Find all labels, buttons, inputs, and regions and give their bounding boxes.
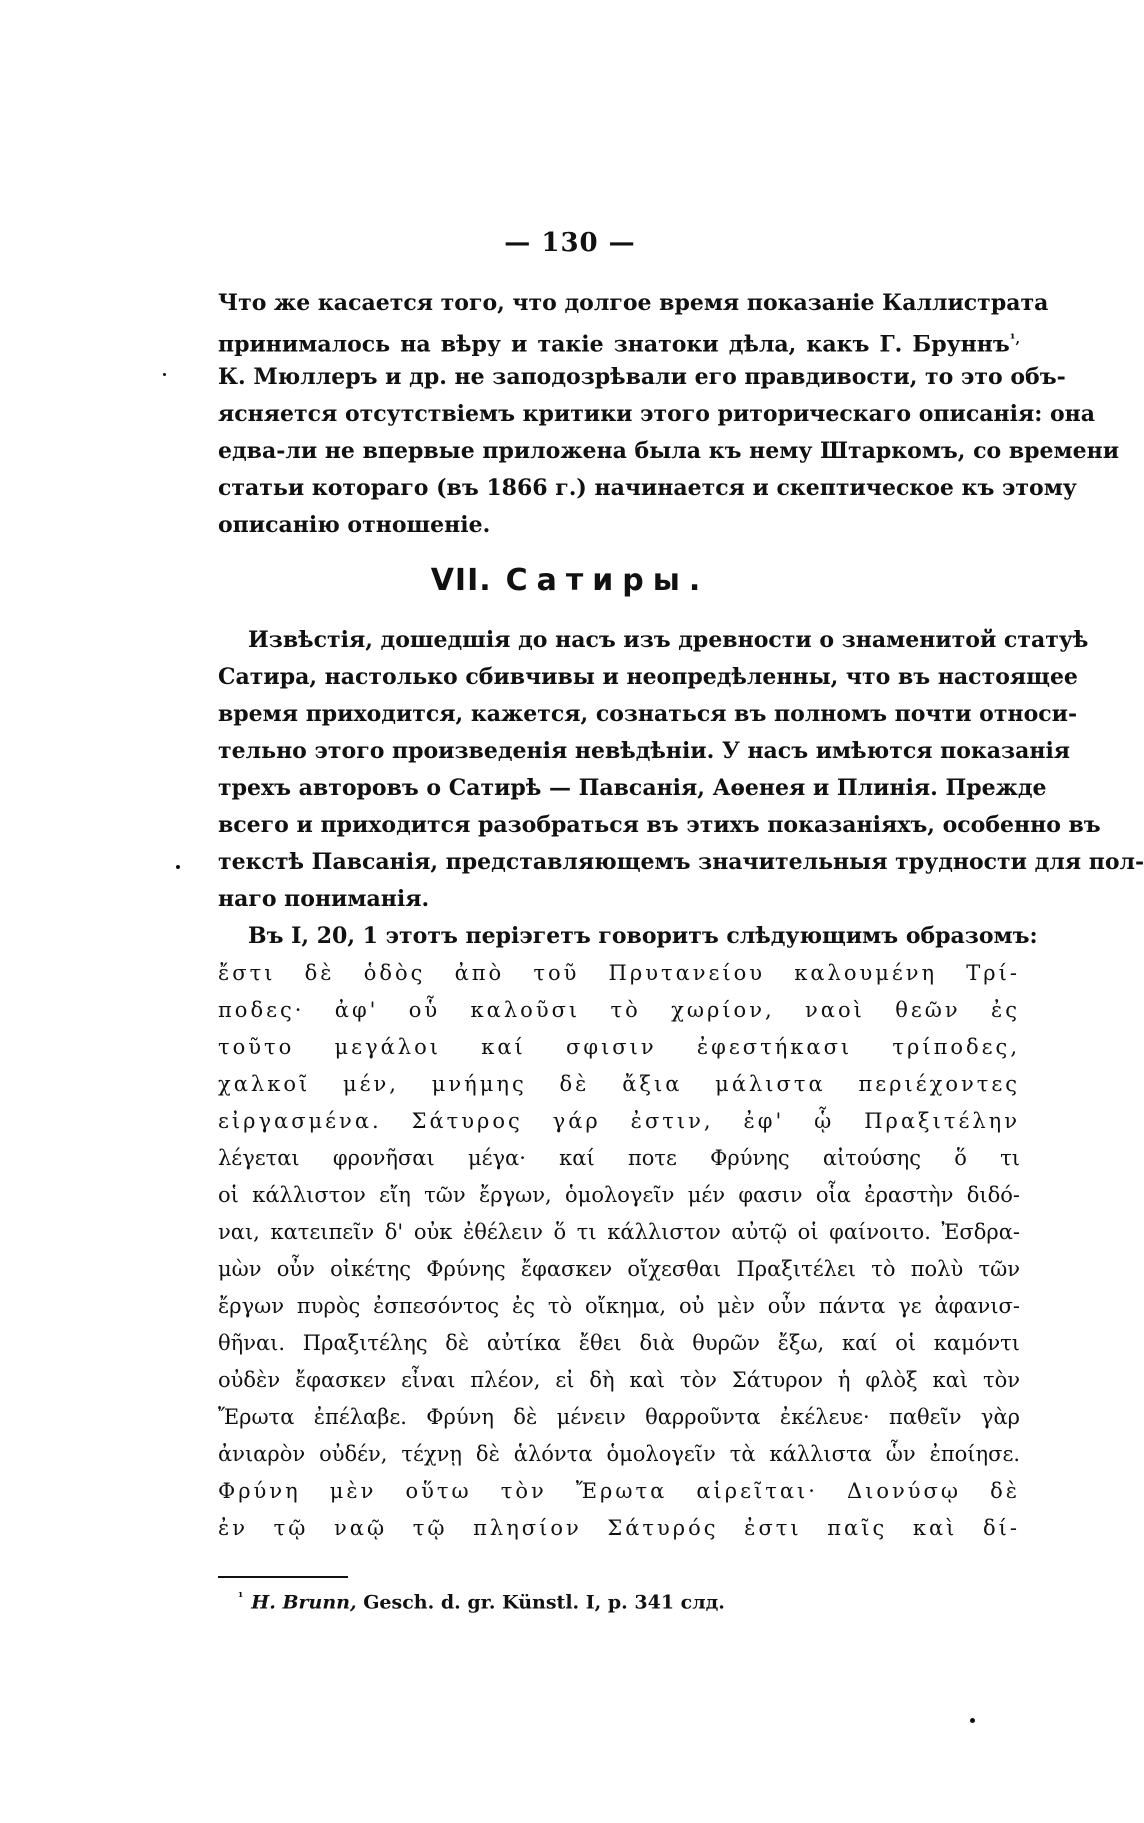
footnote-author: H. Brunn, (251, 1591, 357, 1614)
greek-line-5: εἰργασμένα. Σάτυρος γάρ ἐστιν, ἐφ' ᾧ Πραξιτέλην (218, 1109, 1020, 1133)
greek-line-12: οὐδὲν ἔφασκεν εἶναι πλέον, εἰ δὴ καὶ τὸν Σάτυρον ἡ φλὸξ καὶ τὸν (218, 1368, 1020, 1392)
paragraph-2-line-8: наго пониманія. (218, 886, 430, 912)
greek-line-13: Ἔρωτα ἐπέλαβε. Φρύνη δὲ μένειν θαρροῦντα ἐκέλευε· παθεῖν γὰρ (218, 1405, 1020, 1429)
page-number: — 130 — (504, 228, 636, 258)
paragraph-1-line-2-text: принималось на вѣру и такіе знатоки дѣла, какъ Г. Бруннъ (218, 331, 1010, 358)
greek-line-3: τοῦτο μεγάλοι καί σφισιν ἐφεστήκασι τρίποδες, (218, 1035, 1020, 1059)
greek-line-7: οἱ κάλλιστον εἴη τῶν ἔργων, ὁμολογεῖν μέν φασιν οἷα ἐραστὴν διδό- (218, 1183, 1020, 1207)
paragraph-2-line-4: тельно этого произведенія невѣдѣніи. У насъ имѣются показанія (218, 738, 1071, 764)
section-heading (0, 563, 1140, 598)
paragraph-3-intro: Въ I, 20, 1 этотъ періэгетъ говоритъ слѣдующимъ образомъ: (248, 923, 1038, 949)
footnote-mark: ¹ (238, 1590, 244, 1604)
paragraph-2-line-2: Сатира, настолько сбивчивы и неопредѣленны, что въ настоящее (218, 664, 1078, 690)
paragraph-1-line-3: К. Мюллеръ и др. не заподозрѣвали его правдивости, то это объ- (218, 364, 1066, 390)
paragraph-2-line-6: всего и приходится разобраться въ этихъ показаніяхъ, особенно въ (218, 812, 1101, 838)
greek-line-2: ποδες· ἀφ' οὗ καλοῦσι τὸ χωρίον, ναοὶ θεῶν ἐς (218, 998, 1020, 1022)
paragraph-2-line-5: трехъ авторовъ о Сатирѣ — Павсанія, Аѳенея и Плинія. Прежде (218, 775, 1047, 801)
greek-line-15: Φρύνη μὲν οὕτω τὸν Ἔρωτα αἱρεῖται· Διονύσῳ δὲ (218, 1479, 1020, 1503)
section-title: Сатиры. (505, 563, 710, 598)
paragraph-2-line-1: Извѣстія, дошедшія до насъ изъ древности о знаменитой статуѣ (248, 627, 1089, 653)
greek-line-10: ἔργων πυρὸς ἐσπεσόντος ἐς τὸ οἴκημα, οὐ μὲν οὖν πάντα γε ἀφανισ- (218, 1294, 1020, 1318)
footnote-rule (218, 1576, 348, 1578)
paragraph-1-line-5: едва-ли не впервые приложена была къ нему Штаркомъ, со времени (218, 438, 1120, 464)
greek-line-14: ἀνιαρὸν οὐδέν, τέχνῃ δὲ ἁλόντα ὁμολογεῖν τὰ κάλλιστα ὧν ἐποίησε. (218, 1442, 1020, 1466)
paragraph-2-line-3: время приходится, кажется, сознаться въ полномъ почти относи- (218, 701, 1078, 727)
scan-speck (163, 373, 166, 376)
greek-line-11: θῆναι. Πραξιτέλης δὲ αὐτίκα ἔθει διὰ θυρῶν ἔξω, καί οἱ καμόντι (218, 1331, 1020, 1355)
paragraph-1-line-6: статьи котораго (въ 1866 г.) начинается и скептическое къ этому (218, 475, 1077, 501)
greek-line-9: μὼν οὖν οἰκέτης Φρύνης ἔφασκεν οἴχεσθαι Πραξιτέλει τὸ πολὺ τῶν (218, 1257, 1020, 1281)
greek-line-8: ναι, κατειπεῖν δ' οὐκ ἐθέλειν ὅ τι κάλλιστον αὐτῷ οἱ φαίνοιτο. Ἐσδρα- (218, 1220, 1020, 1244)
paragraph-1-line-2 (218, 320, 1020, 360)
paragraph-1-line-4: ясняется отсутствіемъ критики этого риторическаго описанія: она (218, 401, 1096, 427)
paragraph-2-line-7: текстѣ Павсанія, представляющемъ значительныя трудности для пол- (218, 849, 1144, 875)
paragraph-1-line-7: описанію отношеніе. (218, 512, 491, 538)
scan-speck (970, 1718, 975, 1723)
footnote-text: Gesch. d. gr. Künstl. I, p. 341 слд. (363, 1591, 725, 1614)
greek-line-4: χαλκοῖ μέν, μνήμης δὲ ἄξια μάλιστα περιέχοντες (218, 1072, 1020, 1096)
paragraph-1-line-1: Что же касается того, что долгое время показаніе Каллистрата (218, 290, 1049, 316)
greek-line-6: λέγεται φρονῆσαι μέγα· καί ποτε Φρύνης αἰτούσης ὅ τι (218, 1146, 1020, 1170)
greek-line-16: ἐν τῷ ναῷ τῷ πλησίον Σάτυρός ἐστι παῖς καὶ δί- (218, 1516, 1020, 1540)
footnote-reference: ¹, (1009, 332, 1020, 347)
scan-speck (176, 865, 180, 869)
section-number: VII. (430, 563, 492, 598)
footnote (238, 1590, 725, 1613)
greek-line-1: ἔστι δὲ ὁδὸς ἀπὸ τοῦ Πρυτανείου καλουμένη Τρί- (218, 961, 1020, 985)
